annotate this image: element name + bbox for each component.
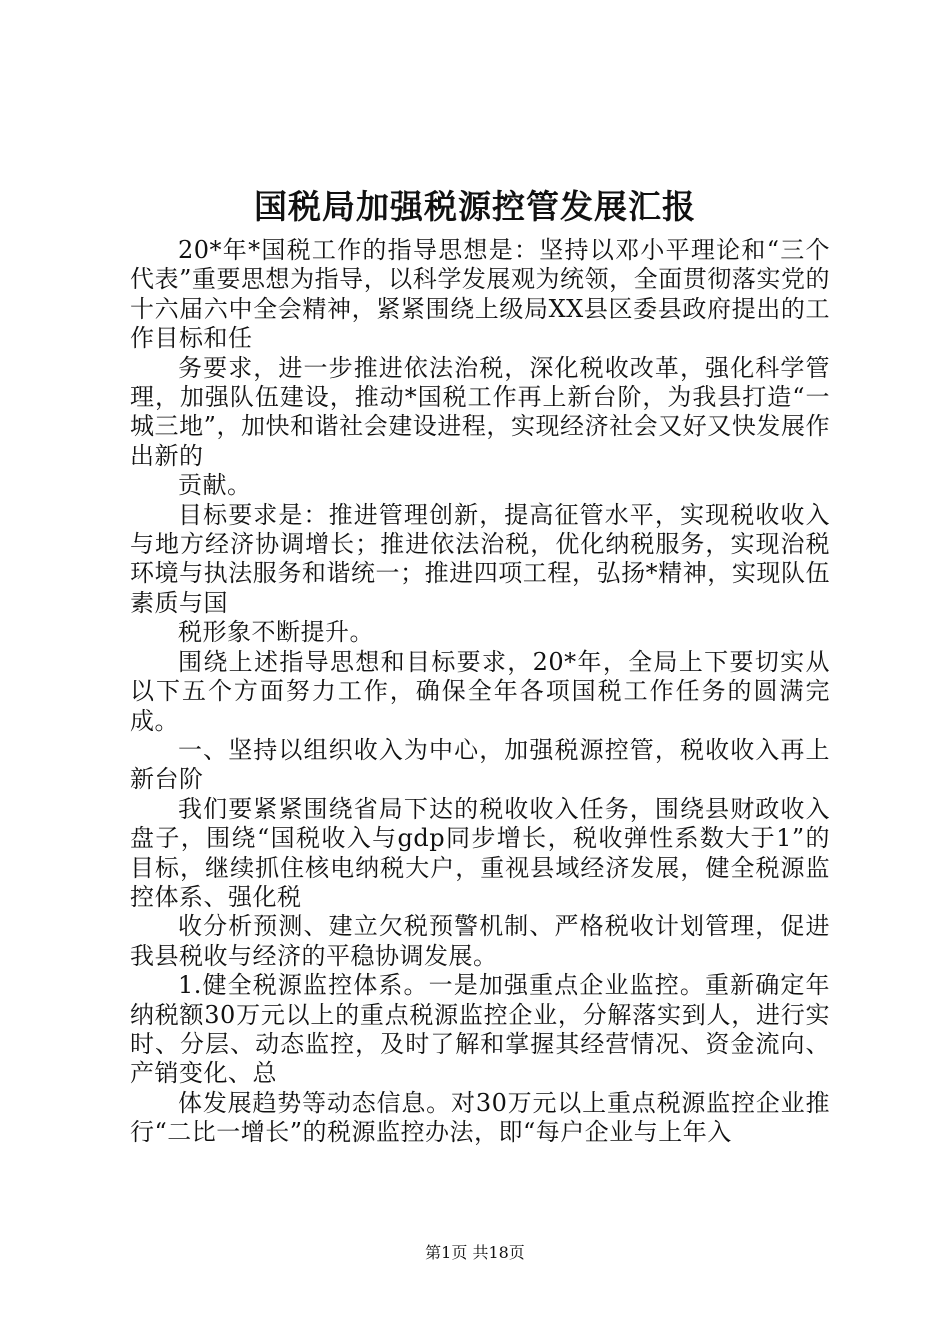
paragraph: 目标要求是：推进管理创新，提高征管水平，实现税收收入与地方经济协调增长；推进依法治税，优化纳税服务，实现治税环境与执法服务和谐统一；推进四项工程，弘扬*精神，实现队伍素质与国 (130, 500, 830, 617)
document-title: 国税局加强税源控管发展汇报 (254, 187, 696, 226)
page-footer: 第1页 共18页 (425, 1243, 525, 1262)
paragraph: 围绕上述指导思想和目标要求，20*年，全局上下要切实从以下五个方面努力工作，确保全年各项国税工作任务的圆满完成。 (130, 647, 830, 735)
paragraph: 贡献。 (178, 471, 252, 500)
paragraph: 体发展趋势等动态信息。对30万元以上重点税源监控企业推行“二比一增长”的税源监控办法，即“每户企业与上年入 (130, 1088, 830, 1147)
section-heading: 一、坚持以组织收入为中心，加强税源控管，税收收入再上新台阶 (130, 735, 830, 794)
paragraph: 20*年*国税工作的指导思想是：坚持以邓小平理论和“三个代表”重要思想为指导，以科学发展观为统领，全面贯彻落实党的十六届六中全会精神，紧紧围绕上级局XX县区委县政府提出的工作目标和任 (130, 236, 830, 353)
paragraph: 1.健全税源监控体系。一是加强重点企业监控。重新确定年纳税额30万元以上的重点税源监控企业，分解落实到人，进行实时、分层、动态监控，及时了解和掌握其经营情况、资金流向、产销变化、总 (130, 971, 830, 1088)
paragraph: 税形象不断提升。 (178, 618, 374, 647)
document-body (130, 236, 830, 1148)
paragraph: 我们要紧紧围绕省局下达的税收收入任务，围绕县财政收入盘子，围绕“国税收入与gdp同步增长，税收弹性系数大于1”的目标，继续抓住核电纳税大户，重视县域经济发展，健全税源监控体系、强化税 (130, 794, 830, 911)
paragraph: 务要求，进一步推进依法治税，深化税收改革，强化科学管理，加强队伍建设，推动*国税工作再上新台阶，为我县打造“一城三地”，加快和谐社会建设进程，实现经济社会又好又快发展作出新的 (130, 353, 830, 470)
paragraph: 收分析预测、建立欠税预警机制、严格税收计划管理，促进我县税收与经济的平稳协调发展。 (130, 912, 830, 970)
